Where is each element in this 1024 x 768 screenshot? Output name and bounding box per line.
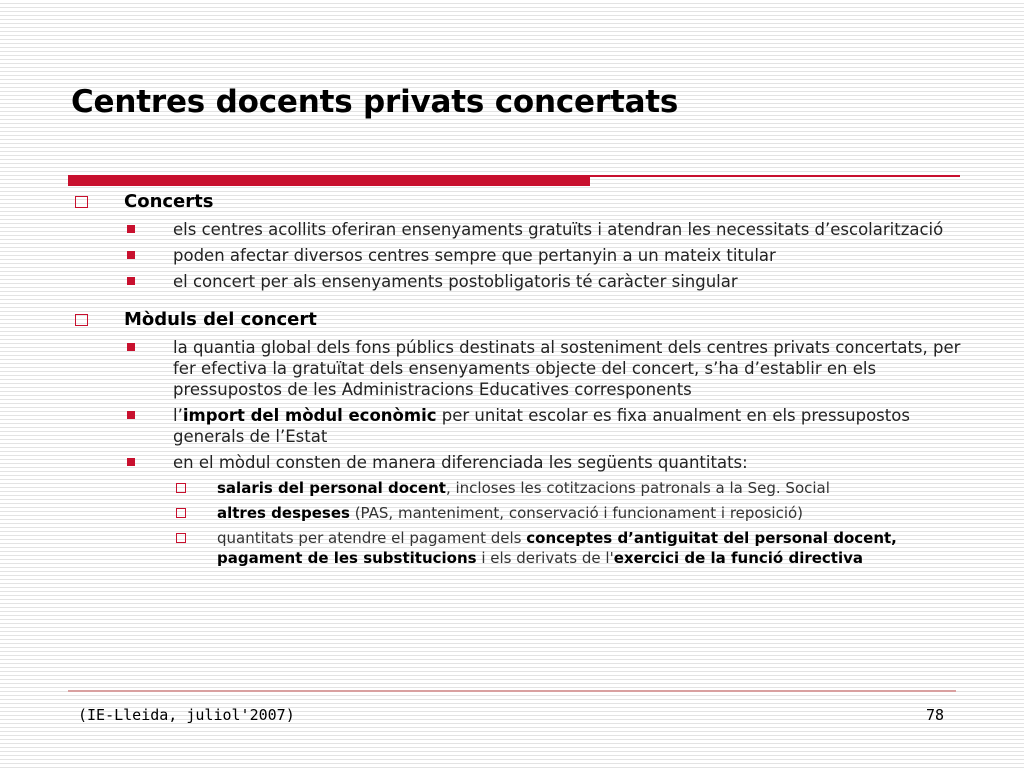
filled-square-bullet-icon: [127, 251, 135, 259]
list-item: [72, 337, 982, 400]
filled-square-bullet-icon: [127, 225, 135, 233]
title-rule-thick: [68, 175, 590, 186]
hollow-square-bullet-icon: [176, 483, 186, 493]
sub-list-item: [72, 528, 982, 568]
sub-list-item: [72, 478, 982, 498]
sub-list-item-text-bold-1: conceptes d’antiguitat del personal docent, pagament de les substitucions: [217, 529, 897, 567]
sub-list-item-text-bold-2: exercici de la funció directiva: [613, 549, 864, 567]
list-item: [72, 245, 982, 266]
section-heading: [72, 308, 982, 332]
list-item-text: la quantia global dels fons públics destinats al sosteniment dels centres privats concertats, per fer efectiva la gratuïtat dels ensenyaments objecte del concert, s’ha d’establir en els pressupostos de les Administracions Educatives corresponents: [173, 338, 961, 399]
sub-list-item: [72, 503, 982, 523]
list-item: [72, 219, 982, 240]
footer-rule: [68, 690, 956, 692]
list-item-text-post: per unitat escolar es fixa anualment en els pressupostos generals de l’Estat: [173, 406, 910, 446]
title-rule-thin: [590, 175, 960, 177]
hollow-square-bullet-icon: [75, 314, 88, 326]
footer-source: (IE-Lleida, juliol'2007): [78, 706, 295, 724]
sub-list-item-text-bold: salaris del personal docent: [217, 479, 446, 497]
page-number: 78: [925, 706, 944, 724]
hollow-square-bullet-icon: [75, 196, 88, 208]
hollow-square-bullet-icon: [176, 508, 186, 518]
section-heading-text: Concerts: [124, 191, 214, 212]
filled-square-bullet-icon: [127, 343, 135, 351]
sub-list-item-text-post: , incloses les cotitzacions patronals a la Seg. Social: [445, 479, 830, 497]
slide-content: [72, 190, 982, 568]
list-item-text-bold: import del mòdul econòmic: [182, 406, 437, 425]
filled-square-bullet-icon: [127, 411, 135, 419]
list-item-text: en el mòdul consten de manera diferenciada les següents quantitats:: [173, 453, 748, 472]
sub-list-item-text-bold: altres despeses: [217, 504, 350, 522]
list-item-text: el concert per als ensenyaments postobligatoris té caràcter singular: [173, 272, 738, 291]
sub-list-item-text-pre: quantitats per atendre el pagament dels: [217, 529, 527, 547]
sub-list-item-text-post: (PAS, manteniment, conservació i funcionament i reposició): [349, 504, 804, 522]
hollow-square-bullet-icon: [176, 533, 186, 543]
list-item-text: poden afectar diversos centres sempre que pertanyin a un mateix titular: [173, 246, 776, 265]
filled-square-bullet-icon: [127, 458, 135, 466]
sub-list-item-text-mid: i els derivats de l': [476, 549, 614, 567]
slide-title: Centres docents privats concertats: [71, 84, 679, 120]
section-concerts: [72, 190, 982, 292]
list-item: [72, 452, 982, 473]
section-heading-text: Mòduls del concert: [124, 309, 317, 330]
section-moduls: [72, 308, 982, 568]
filled-square-bullet-icon: [127, 277, 135, 285]
list-item: [72, 405, 982, 447]
section-heading: [72, 190, 982, 214]
list-item: [72, 271, 982, 292]
list-item-text: els centres acollits oferiran ensenyaments gratuïts i atendran les necessitats d’escolarització: [173, 220, 944, 239]
list-item-text-pre: l’: [173, 406, 183, 425]
